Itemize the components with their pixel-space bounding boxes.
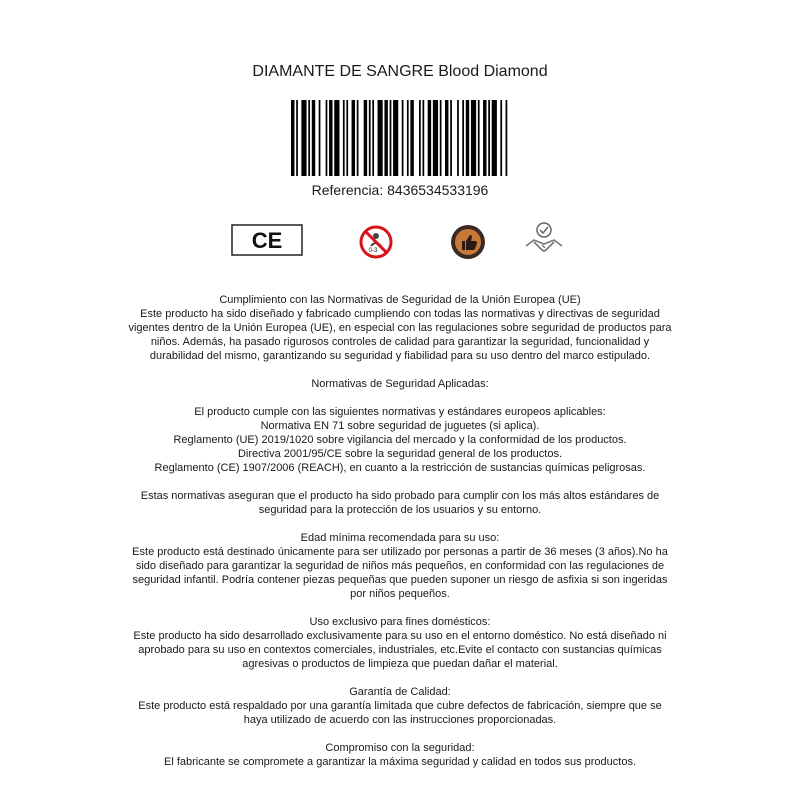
text-line: durabilidad del mismo, garantizando su seguridad y fiabilidad para su uso dentro del marco estipulado. xyxy=(149,350,651,362)
regulation-item: Normativa EN 71 sobre seguridad de juguetes (si aplica). xyxy=(260,420,540,432)
regulation-item: Reglamento (UE) 2019/1020 sobre vigilancia del mercado y la conformidad de los productos. xyxy=(173,434,627,446)
text-line: El producto cumple con las siguientes normativas y estándares europeos aplicables: xyxy=(194,406,606,418)
text-line: niños. Además, ha pasado rigurosos controles de calidad para garantizar la seguridad, funcionalidad y xyxy=(150,336,650,348)
text-line: Este producto ha sido desarrollado exclusivamente para su uso en el entorno doméstico. No está diseñado ni xyxy=(133,630,667,642)
section-domestic-use xyxy=(110,615,690,671)
barcode-bar xyxy=(419,100,421,176)
section-heading: Compromiso con la seguridad: xyxy=(325,742,475,754)
quality-thumbs-up-icon xyxy=(449,223,487,261)
handshake-check-icon xyxy=(522,220,566,262)
barcode-bar xyxy=(407,100,409,176)
barcode-bar xyxy=(440,100,442,176)
regulation-item: Directiva 2001/95/CE sobre la seguridad general de los productos. xyxy=(237,448,563,460)
barcode-bar xyxy=(369,100,371,176)
section-heading: Edad mínima recomendada para su uso: xyxy=(300,532,500,544)
barcode-bar xyxy=(492,100,497,176)
barcode-bar xyxy=(466,100,469,176)
barcode-bar xyxy=(334,100,339,176)
barcode-graphic xyxy=(291,100,509,176)
barcode-bar xyxy=(506,100,508,176)
text-line: Este producto ha sido diseñado y fabricado cumpliendo con todas las normativas y directivas de seguridad xyxy=(140,308,660,320)
page-title: DIAMANTE DE SANGRE Blood Diamond xyxy=(252,63,548,80)
barcode-bar xyxy=(364,100,367,176)
barcode-bar xyxy=(433,100,438,176)
barcode-bar xyxy=(291,100,294,176)
text-line: haya utilizado de acuerdo con las instrucciones proporcionadas. xyxy=(243,714,557,726)
text-line: El fabricante se compromete a garantizar la máxima seguridad y calidad en todos sus productos. xyxy=(163,756,637,768)
ce-mark-icon xyxy=(231,224,303,256)
text-line: seguridad para la protección de los usuarios y su entorno. xyxy=(258,504,542,516)
barcode-bar xyxy=(308,100,310,176)
text-line: por niños pequeños. xyxy=(350,588,450,600)
barcode xyxy=(291,100,509,176)
regulation-item: Reglamento (CE) 1907/2006 (REACH), en cuanto a la restricción de sustancias químicas peligrosas. xyxy=(154,462,646,474)
text-line: aprobado para su uso en contextos comerciales, industriales, etc.Evite el contacto con sustancias químicas xyxy=(138,644,662,656)
age-range-label: 0-3 xyxy=(368,248,378,254)
barcode-bar xyxy=(329,100,332,176)
barcode-bar xyxy=(393,100,398,176)
barcode-bar xyxy=(343,100,345,176)
barcode-bar xyxy=(352,100,355,176)
text-line: sido diseñado para garantizar la seguridad de niños más pequeños, en conformidad con las regulaciones de xyxy=(135,560,665,572)
barcode-bar xyxy=(402,100,404,176)
section-heading: Uso exclusivo para fines domésticos: xyxy=(309,616,491,628)
barcode-bar xyxy=(312,100,315,176)
barcode-bar xyxy=(384,100,387,176)
safety-information xyxy=(110,293,690,769)
text-line: Este producto está destinado únicamente para ser utilizado por personas a partir de 36 meses (3 años).No ha xyxy=(132,546,668,558)
section-minimum-age xyxy=(110,531,690,601)
barcode-bar xyxy=(483,100,486,176)
barcode-bar xyxy=(301,100,306,176)
section-applied-regulations xyxy=(110,377,690,517)
barcode-bar xyxy=(428,100,431,176)
barcode-bar xyxy=(500,100,502,176)
section-heading: Cumplimiento con las Normativas de Seguridad de la Unión Europea (UE) xyxy=(219,294,581,306)
barcode-bar xyxy=(478,100,480,176)
not-for-under-3-icon xyxy=(358,224,394,260)
barcode-bar xyxy=(357,100,359,176)
section-heading: Garantía de Calidad: xyxy=(349,686,451,698)
barcode-bar xyxy=(457,100,459,176)
barcode-bar xyxy=(462,100,464,176)
text-line: Este producto está respaldado por una garantía limitada que cubre defectos de fabricación, siempre que se xyxy=(138,700,662,712)
ce-mark-label: CE xyxy=(251,228,283,253)
barcode-bar xyxy=(422,100,424,176)
text-line: seguridad infantil. Podría contener piezas pequeñas que pueden suponer un riesgo de asfixia si son ingeridas xyxy=(132,574,668,586)
text-line: Estas normativas aseguran que el producto ha sido probado para cumplir con los más altos estándares de xyxy=(140,490,660,502)
barcode-bar xyxy=(296,100,298,176)
barcode-bar xyxy=(390,100,392,176)
barcode-bar xyxy=(346,100,348,176)
barcode-bar xyxy=(445,100,448,176)
barcode-bar xyxy=(378,100,383,176)
section-heading: Normativas de Seguridad Aplicadas: xyxy=(311,378,489,390)
text-line: vigentes dentro de la Unión Europea (UE), en especial con las regulaciones sobre seguridad de productos para xyxy=(128,322,672,334)
barcode-bar xyxy=(372,100,374,176)
section-safety-commitment xyxy=(110,741,690,769)
section-eu-compliance xyxy=(110,293,690,363)
certification-icons xyxy=(0,220,800,262)
barcode-bar xyxy=(450,100,452,176)
barcode-bar xyxy=(471,100,476,176)
text-line: agresivas o productos de limpieza que puedan dañar el material. xyxy=(242,658,558,670)
barcode-bar xyxy=(326,100,328,176)
barcode-bar xyxy=(410,100,413,176)
barcode-bar xyxy=(319,100,321,176)
reference-number: Referencia: 8436534533196 xyxy=(311,182,489,198)
barcode-bar xyxy=(488,100,490,176)
section-quality-warranty xyxy=(110,685,690,727)
